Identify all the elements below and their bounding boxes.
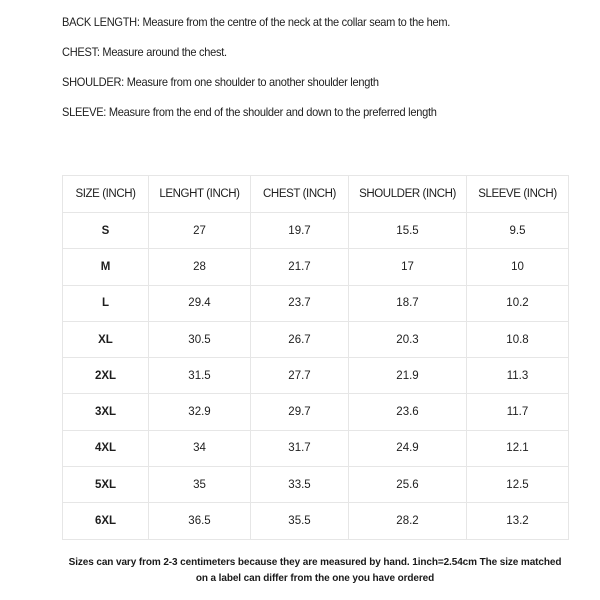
length-cell: 30.5 [149, 321, 251, 357]
header-shoulder: SHOULDER (INCH) [349, 176, 467, 213]
sleeve-cell: 10.2 [467, 285, 569, 321]
length-cell: 36.5 [149, 503, 251, 539]
instruction-shoulder: SHOULDER: Measure from one shoulder to another shoulder length [62, 75, 379, 89]
chest-cell: 26.7 [251, 321, 349, 357]
table-row [63, 467, 569, 503]
header-chest: CHEST (INCH) [251, 176, 349, 213]
chest-cell: 27.7 [251, 358, 349, 394]
length-cell: 29.4 [149, 285, 251, 321]
sleeve-cell: 9.5 [467, 213, 569, 249]
length-cell: 28 [149, 249, 251, 285]
size-cell: 2XL [63, 358, 149, 394]
chest-cell: 19.7 [251, 213, 349, 249]
table-row [63, 503, 569, 539]
length-cell: 27 [149, 213, 251, 249]
sleeve-cell: 11.7 [467, 394, 569, 430]
chest-cell: 29.7 [251, 394, 349, 430]
size-cell: 4XL [63, 430, 149, 466]
measurement-instructions [62, 14, 592, 134]
header-length: LENGHT (INCH) [149, 176, 251, 213]
table-row [63, 430, 569, 466]
chest-cell: 35.5 [251, 503, 349, 539]
chest-cell: 33.5 [251, 467, 349, 503]
length-cell: 34 [149, 430, 251, 466]
shoulder-cell: 20.3 [349, 321, 467, 357]
size-cell: 3XL [63, 394, 149, 430]
shoulder-cell: 24.9 [349, 430, 467, 466]
table-row [63, 213, 569, 249]
table-row [63, 321, 569, 357]
sizing-disclaimer: Sizes can vary from 2-3 centimeters because they are measured by hand. 1inch=2.54cm The size matched on a label can differ from the one you have ordered [68, 557, 562, 584]
length-cell: 35 [149, 467, 251, 503]
size-cell: S [63, 213, 149, 249]
shoulder-cell: 25.6 [349, 467, 467, 503]
shoulder-cell: 23.6 [349, 394, 467, 430]
sleeve-cell: 12.1 [467, 430, 569, 466]
size-cell: L [63, 285, 149, 321]
table-row [63, 358, 569, 394]
shoulder-cell: 21.9 [349, 358, 467, 394]
sleeve-cell: 12.5 [467, 467, 569, 503]
length-cell: 31.5 [149, 358, 251, 394]
chest-cell: 23.7 [251, 285, 349, 321]
size-cell: 6XL [63, 503, 149, 539]
size-cell: XL [63, 321, 149, 357]
shoulder-cell: 28.2 [349, 503, 467, 539]
instruction-chest: CHEST: Measure around the chest. [62, 45, 227, 59]
table-row [63, 285, 569, 321]
length-cell: 32.9 [149, 394, 251, 430]
instruction-sleeve: SLEEVE: Measure from the end of the shoulder and down to the preferred length [62, 105, 437, 119]
chest-cell: 21.7 [251, 249, 349, 285]
size-cell: 5XL [63, 467, 149, 503]
sleeve-cell: 11.3 [467, 358, 569, 394]
sleeve-cell: 13.2 [467, 503, 569, 539]
instruction-back-length: BACK LENGTH: Measure from the centre of the neck at the collar seam to the hem. [62, 15, 451, 29]
table-header-row [63, 176, 569, 213]
size-cell: M [63, 249, 149, 285]
sleeve-cell: 10.8 [467, 321, 569, 357]
sleeve-cell: 10 [467, 249, 569, 285]
chest-cell: 31.7 [251, 430, 349, 466]
table-row [63, 249, 569, 285]
header-size: SIZE (INCH) [63, 176, 149, 213]
header-sleeve: SLEEVE (INCH) [467, 176, 569, 213]
shoulder-cell: 15.5 [349, 213, 467, 249]
shoulder-cell: 18.7 [349, 285, 467, 321]
table-row [63, 394, 569, 430]
size-chart-table [62, 175, 569, 540]
shoulder-cell: 17 [349, 249, 467, 285]
